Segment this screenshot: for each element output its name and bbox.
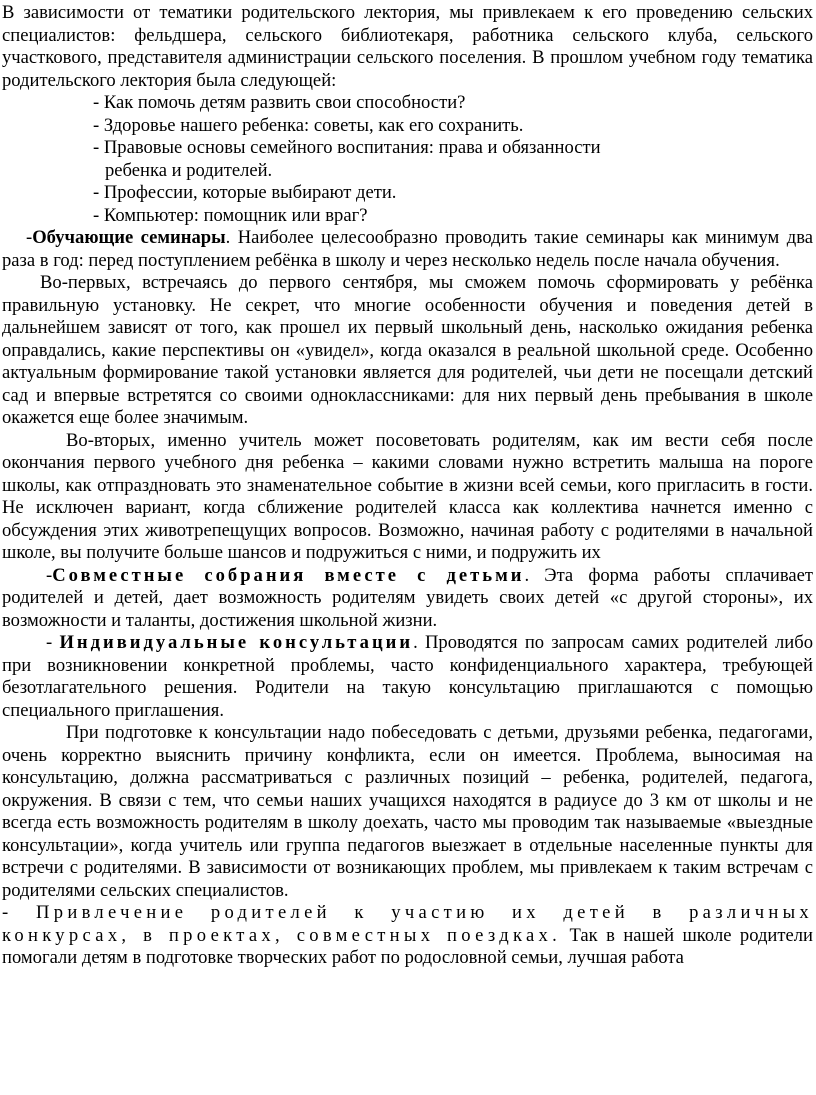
list-item: - Как помочь детям развить свои способности? bbox=[93, 92, 466, 113]
seminars-dash: - bbox=[26, 227, 33, 248]
first-paragraph: Во-первых, встречаясь до первого сентября, мы сможем помочь сформировать у ребёнка правильную установку. Не секрет, что многие особенности обучения и поведения детей в дальнейшем зависят от того, как прошел их первый школьный день, насколько ожидания ребенка оправдались, какие перспективы он «увидел», когда оказался в реальной школьной среде. Особенно актуальным формирование такой установки является для родителей, чьи дети не посещали детский сад и впервые встретятся со своими одноклассниками: для них первый день пребывания в школе окажется еще более значимым. bbox=[2, 272, 813, 428]
list-item-text: - Правовые основы семейного воспитания: права и обязанности bbox=[93, 137, 601, 158]
seminars-text: . Наиболее целесообразно проводить такие семинары как минимум два раза в год: перед поступлением ребёнка в школу и через несколько недель после начала обучения. bbox=[2, 227, 813, 271]
individual-heading: Индивидуальные консультации bbox=[59, 632, 414, 653]
seminars-heading: Обучающие семинары bbox=[32, 227, 226, 248]
seminars-paragraph bbox=[2, 227, 813, 272]
preparation-paragraph: При подготовке к консультации надо побеседовать с детьми, друзьями ребенка, педагогами, очень корректно выяснить причину конфликта, если он имеется. Проблема, выносимая на консультацию, должна рассматриваться с различных позиций – ребенка, родителей, педагога, окружения. В связи с тем, что семьи наших учащихся находятся в радиусе до 3 км от школы и не всегда есть возможность родителям в школу доехать, часто мы проводим так называемые «выездные консультации», когда учитель или группа педагогов выезжает в отдельные населенные пункты для встречи с родителями. В зависимости от возникающих проблем, мы привлекаем к таким встречам с родителями сельских специалистов. bbox=[2, 722, 813, 901]
contests-text: Так в нашей школе родители помогали детям в подготовке творческих работ по родословной семьи, лучшая работа bbox=[2, 924, 813, 968]
contests-paragraph bbox=[2, 902, 813, 970]
joint-dash: - bbox=[46, 564, 53, 586]
joint-heading: Совместные собрания вместе с детьми bbox=[52, 564, 525, 586]
list-item-continuation: ребенка и родителей. bbox=[105, 159, 273, 181]
list-item: - Профессии, которые выбирают дети. bbox=[93, 182, 397, 203]
list-item: - Здоровье нашего ребенка: советы, как его сохранить. bbox=[93, 114, 524, 136]
individual-dash: - bbox=[46, 632, 60, 653]
individual-consultations-paragraph bbox=[2, 632, 813, 722]
list-item: - Компьютер: помощник или враг? bbox=[93, 204, 368, 226]
second-paragraph: Во-вторых, именно учитель может посоветовать родителям, как им вести себя после окончания первого учебного дня ребенка – какими словами нужно встретить малыша на пороге школы, как отпраздновать это знаменательное событие в жизни всей семьи, кого пригласить в гости. Не исключен вариант, когда сближение родителей класса как коллектива начнется именно с обсуждения этих животрепещущих вопросов. Возможно, начиная работу с родителями в начальной школе, вы получите больше шансов и подружиться с ними, и подружить их bbox=[2, 429, 813, 563]
contests-heading: - Привлечение родителей к участию их детей в различных конкурсах, в проектах, совместных поездках. bbox=[2, 902, 813, 946]
individual-text: . Проводятся по запросам самих родителей либо при возникновении конкретной проблемы, часто конфиденциального характера, требующей безотлагательного решения. Родители на такую консультацию приглашаются с помощью специального приглашения. bbox=[2, 632, 813, 721]
joint-text: . Эта форма работы сплачивает родителей и детей, дает возможность родителям увидеть своих детей «с другой стороны», их возможности и таланты, достижения школьной жизни. bbox=[2, 564, 814, 631]
intro-paragraph: В зависимости от тематики родительского лектория, мы привлекаем к его проведению сельских специалистов: фельдшера, сельского библиотекаря, работника сельского клуба, сельского участкового, представителя администрации сельского поселения. В прошлом учебном году тематика родительского лектория была следующей: bbox=[2, 2, 813, 91]
joint-meetings-paragraph bbox=[2, 565, 813, 633]
lecture-topics-list bbox=[0, 92, 816, 227]
list-item bbox=[93, 137, 816, 182]
